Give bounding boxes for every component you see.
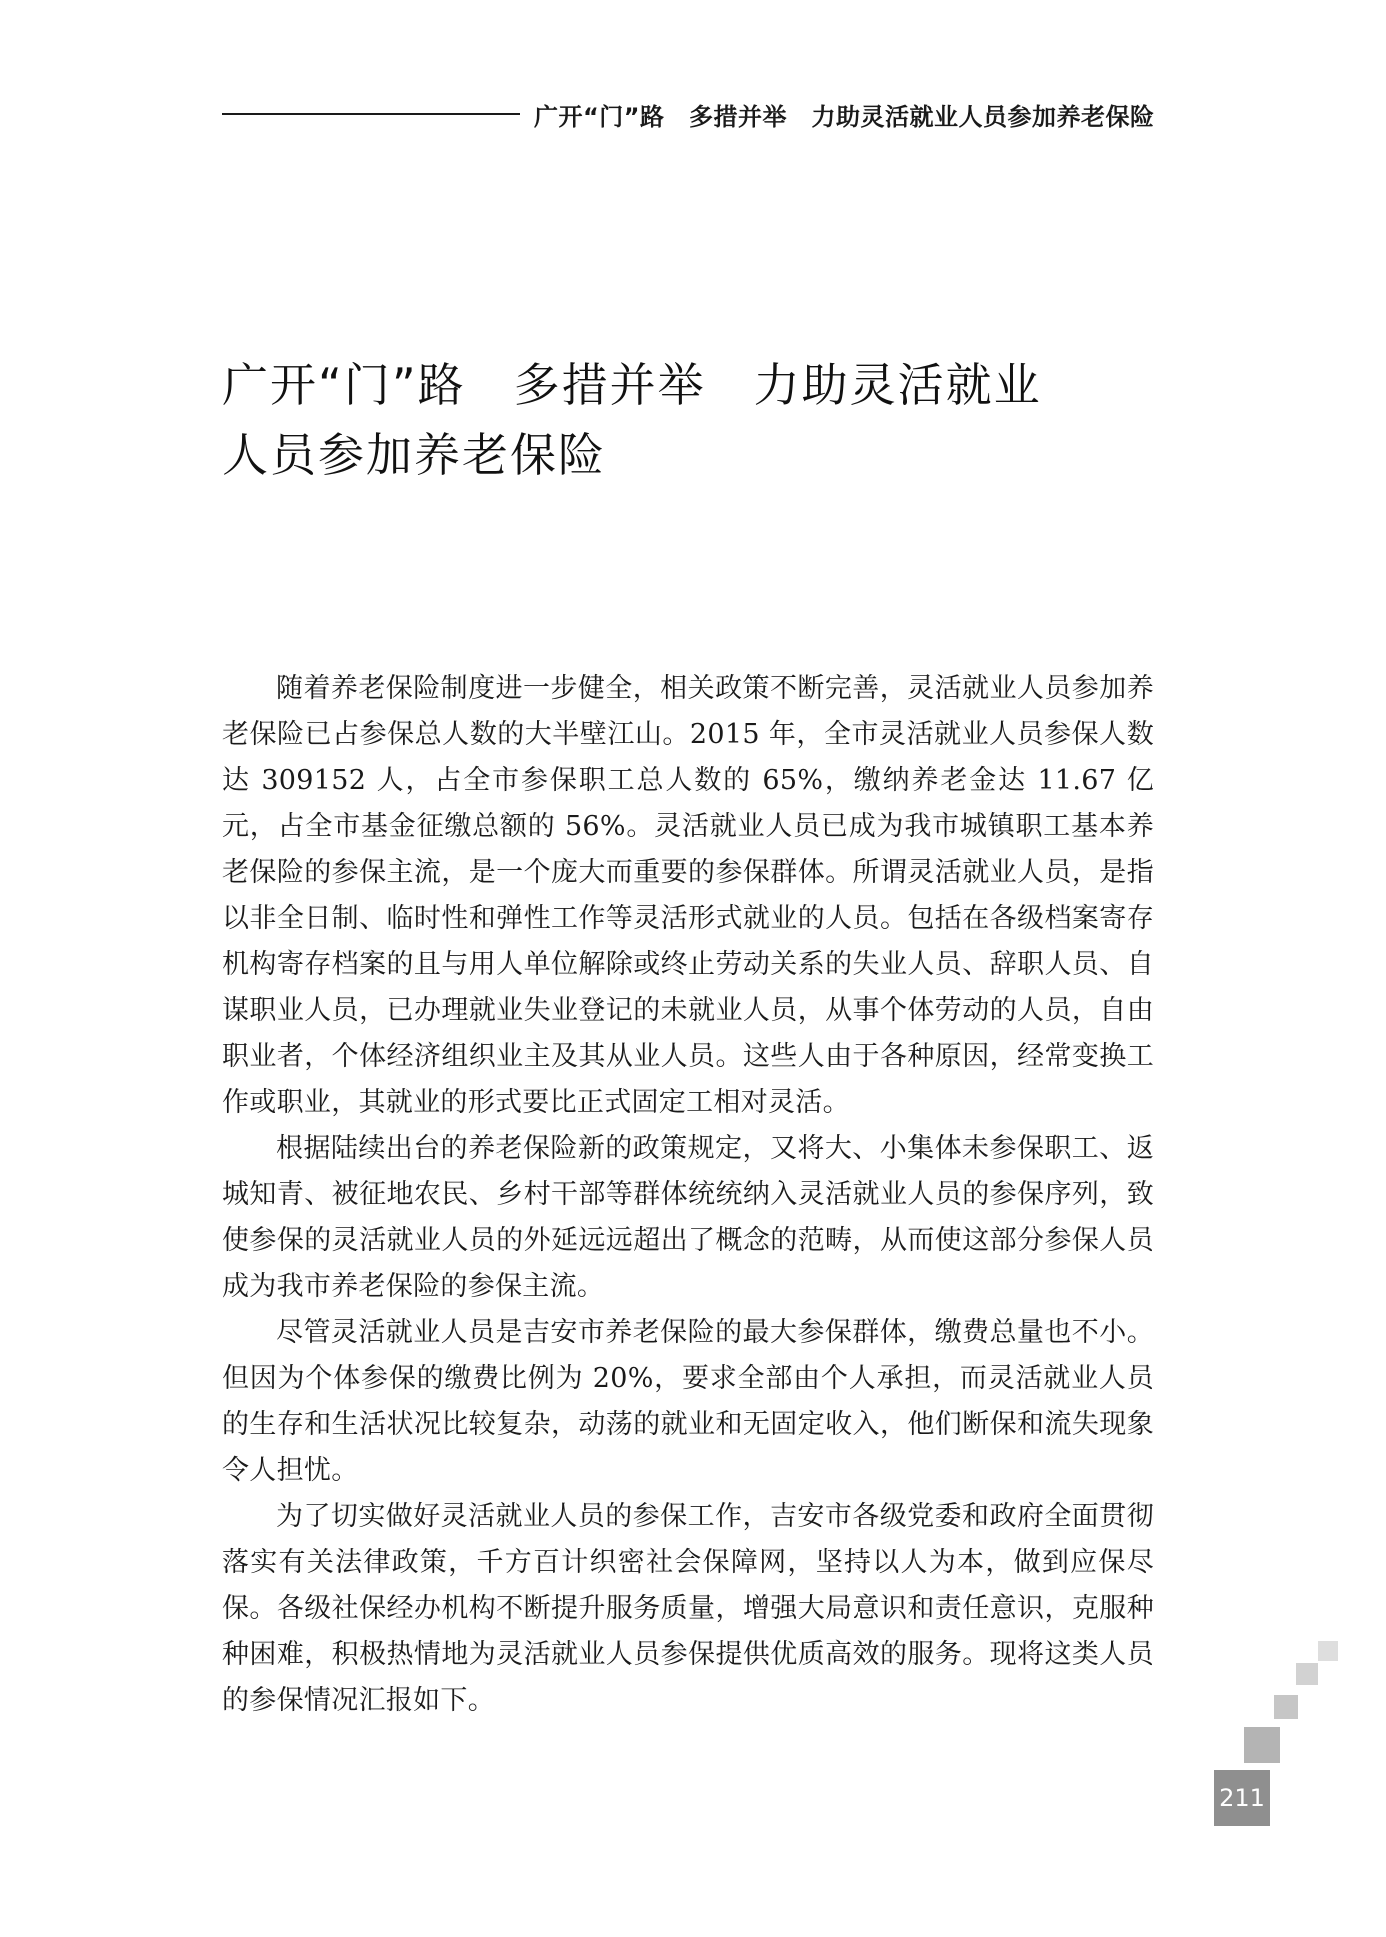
page-number: 211 [1214,1770,1270,1826]
paragraph-1: 随着养老保险制度进一步健全，相关政策不断完善，灵活就业人员参加养老保险已占参保总人数的大半壁江山。2015 年，全市灵活就业人员参保人数达 309152 人，占全市参保职工总人数的 65%，缴纳养老金达 11.67 亿元，占全市基金征缴总额的 56%。灵活就业人员已成为我市城镇职工基本养老保险的参保主流，是一个庞大而重要的参保群体。所谓灵活就业人员，是指以非全日制、临时性和弹性工作等灵活形式就业的人员。包括在各级档案寄存机构寄存档案的且与用人单位解除或终止劳动关系的失业人员、辞职人员、自谋职业人员，已办理就业失业登记的未就业人员，从事个体劳动的人员，自由职业者，个体经济组织业主及其从业人员。这些人由于各种原因，经常变换工作或职业，其就业的形式要比正式固定工相对灵活。 [222,673,1154,1118]
article-title-line-2: 人员参加养老保险 [222,428,606,482]
running-header [222,94,1166,134]
article-body [222,666,1154,1724]
corner-decoration-square-2 [1296,1663,1318,1685]
corner-decoration-square-3 [1274,1695,1298,1719]
article-title-line-1: 广开“门”路 多措并举 力助灵活就业 [222,358,1042,412]
paragraph-3: 尽管灵活就业人员是吉安市养老保险的最大参保群体，缴费总量也不小。但因为个体参保的缴费比例为 20%，要求全部由个人承担，而灵活就业人员的生存和生活状况比较复杂，动荡的就业和无固定收入，他们断保和流失现象令人担忧。 [222,1317,1154,1486]
corner-decoration-square-1 [1318,1641,1338,1661]
paragraph-4: 为了切实做好灵活就业人员的参保工作，吉安市各级党委和政府全面贯彻落实有关法律政策，千方百计织密社会保障网，坚持以人为本，做到应保尽保。各级社保经办机构不断提升服务质量，增强大局意识和责任意识，克服种种困难，积极热情地为灵活就业人员参保提供优质高效的服务。现将这类人员的参保情况汇报如下。 [222,1501,1154,1716]
paragraph-2: 根据陆续出台的养老保险新的政策规定，又将大、小集体未参保职工、返城知青、被征地农民、乡村干部等群体统统纳入灵活就业人员的参保序列，致使参保的灵活就业人员的外延远远超出了概念的范畴，从而使这部分参保人员成为我市养老保险的参保主流。 [222,1133,1154,1302]
corner-decoration-square-4 [1244,1727,1280,1763]
header-rule [222,113,520,115]
article-title [222,350,1166,490]
running-header-title: 广开“门”路 多措并举 力助灵活就业人员参加养老保险 [534,102,1155,131]
